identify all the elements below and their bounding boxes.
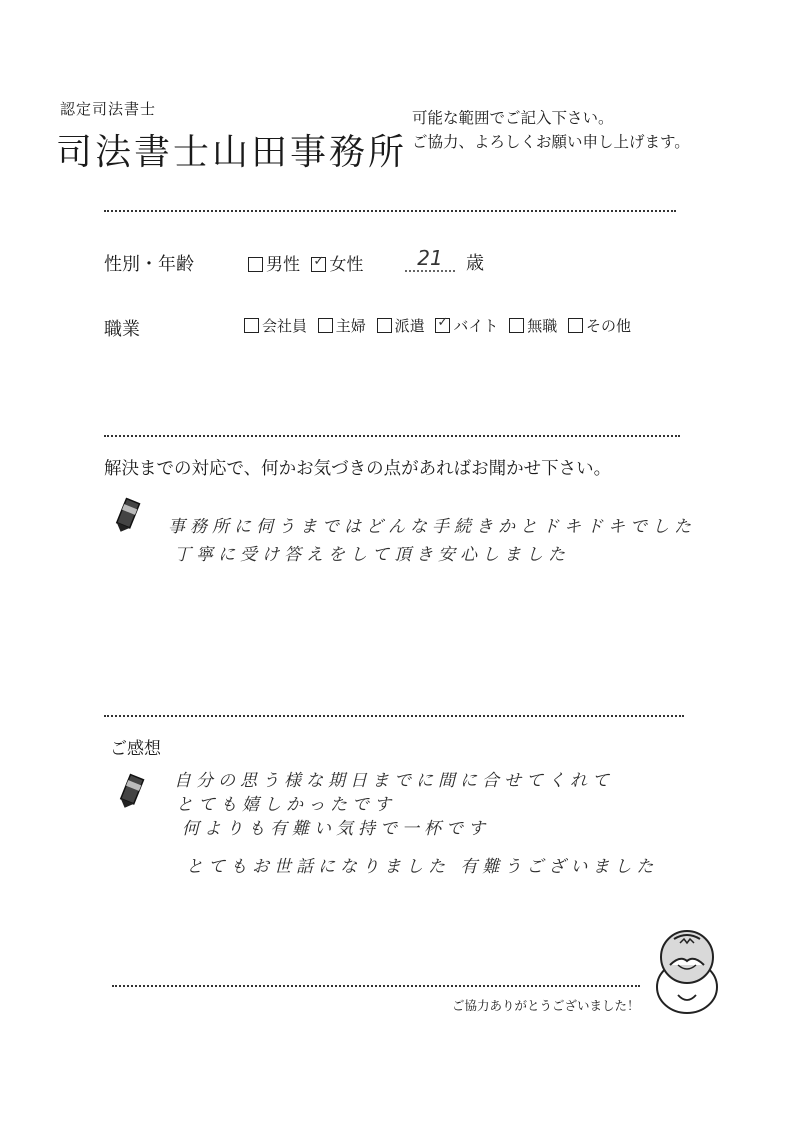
female-label: 女性: [329, 255, 364, 275]
bowing-mascot-icon: [650, 925, 724, 1015]
company-employee-checkbox[interactable]: [244, 318, 259, 333]
intro-line-1: 可能な範囲でご記入下さい。: [412, 109, 614, 127]
impressions-answer-line-4: とてもお世話になりました 有難うございました: [186, 857, 659, 877]
age-field[interactable]: 21: [405, 246, 455, 272]
thanks-message: ご協力ありがとうございました！: [452, 998, 640, 1013]
occupation-option-company-employee[interactable]: [244, 317, 307, 335]
temp-checkbox[interactable]: [377, 318, 392, 333]
feedback-answer-line-1: 事務所に伺うまではどんな手続きかとドキドキでした: [168, 517, 696, 537]
unemployed-label: 無職: [527, 317, 558, 335]
temp-label: 派遣: [394, 317, 425, 335]
divider: [104, 210, 676, 212]
housewife-checkbox[interactable]: [318, 318, 333, 333]
feedback-answer-line-2: 丁寧に受け答えをして頂き安心しました: [174, 545, 570, 565]
occupation-option-unemployed[interactable]: [509, 317, 557, 335]
pencil-icon: [112, 496, 142, 536]
part-time-checkbox[interactable]: [435, 318, 450, 333]
gender-option-male[interactable]: [248, 255, 300, 275]
occupation-option-part-time[interactable]: [435, 317, 498, 335]
gender-option-female[interactable]: [311, 255, 363, 275]
occupation-option-other[interactable]: [568, 317, 631, 335]
impressions-label: ご感想: [110, 739, 161, 759]
impressions-answer-line-3: 何よりも有難い気持で一杯です: [182, 819, 490, 839]
occupation-option-temp[interactable]: [377, 317, 425, 335]
male-label: 男性: [266, 255, 300, 275]
office-name: 司法書士山田事務所: [56, 132, 408, 173]
pencil-icon: [116, 772, 146, 812]
occupation-label: 職業: [104, 319, 140, 340]
other-label: その他: [585, 317, 631, 335]
intro-line-2: ご協力、よろしくお願い申し上げます。: [412, 133, 690, 151]
occupation-options: [244, 315, 637, 336]
divider: [104, 435, 680, 437]
part-time-label: バイト: [453, 317, 499, 335]
female-checkbox[interactable]: [311, 257, 326, 272]
unemployed-checkbox[interactable]: [509, 318, 524, 333]
divider: [112, 985, 640, 987]
age-unit: 歳: [466, 253, 484, 274]
male-checkbox[interactable]: [248, 257, 263, 272]
impressions-answer-line-1: 自分の思う様な期日までに間に合せてくれて: [174, 771, 614, 791]
occupation-option-housewife[interactable]: [318, 317, 366, 335]
company-employee-label: 会社員: [262, 317, 308, 335]
divider: [104, 715, 684, 717]
feedback-question: 解決までの対応で、何かお気づきの点があればお聞かせ下さい。: [104, 459, 612, 479]
housewife-label: 主婦: [335, 317, 366, 335]
gender-age-label: 性別・年齢: [104, 254, 194, 275]
other-checkbox[interactable]: [568, 318, 583, 333]
office-subtitle: 認定司法書士: [60, 100, 157, 118]
impressions-answer-line-2: とても嬉しかったです: [176, 795, 396, 815]
gender-options: [248, 250, 369, 275]
intro-text: [412, 106, 690, 154]
